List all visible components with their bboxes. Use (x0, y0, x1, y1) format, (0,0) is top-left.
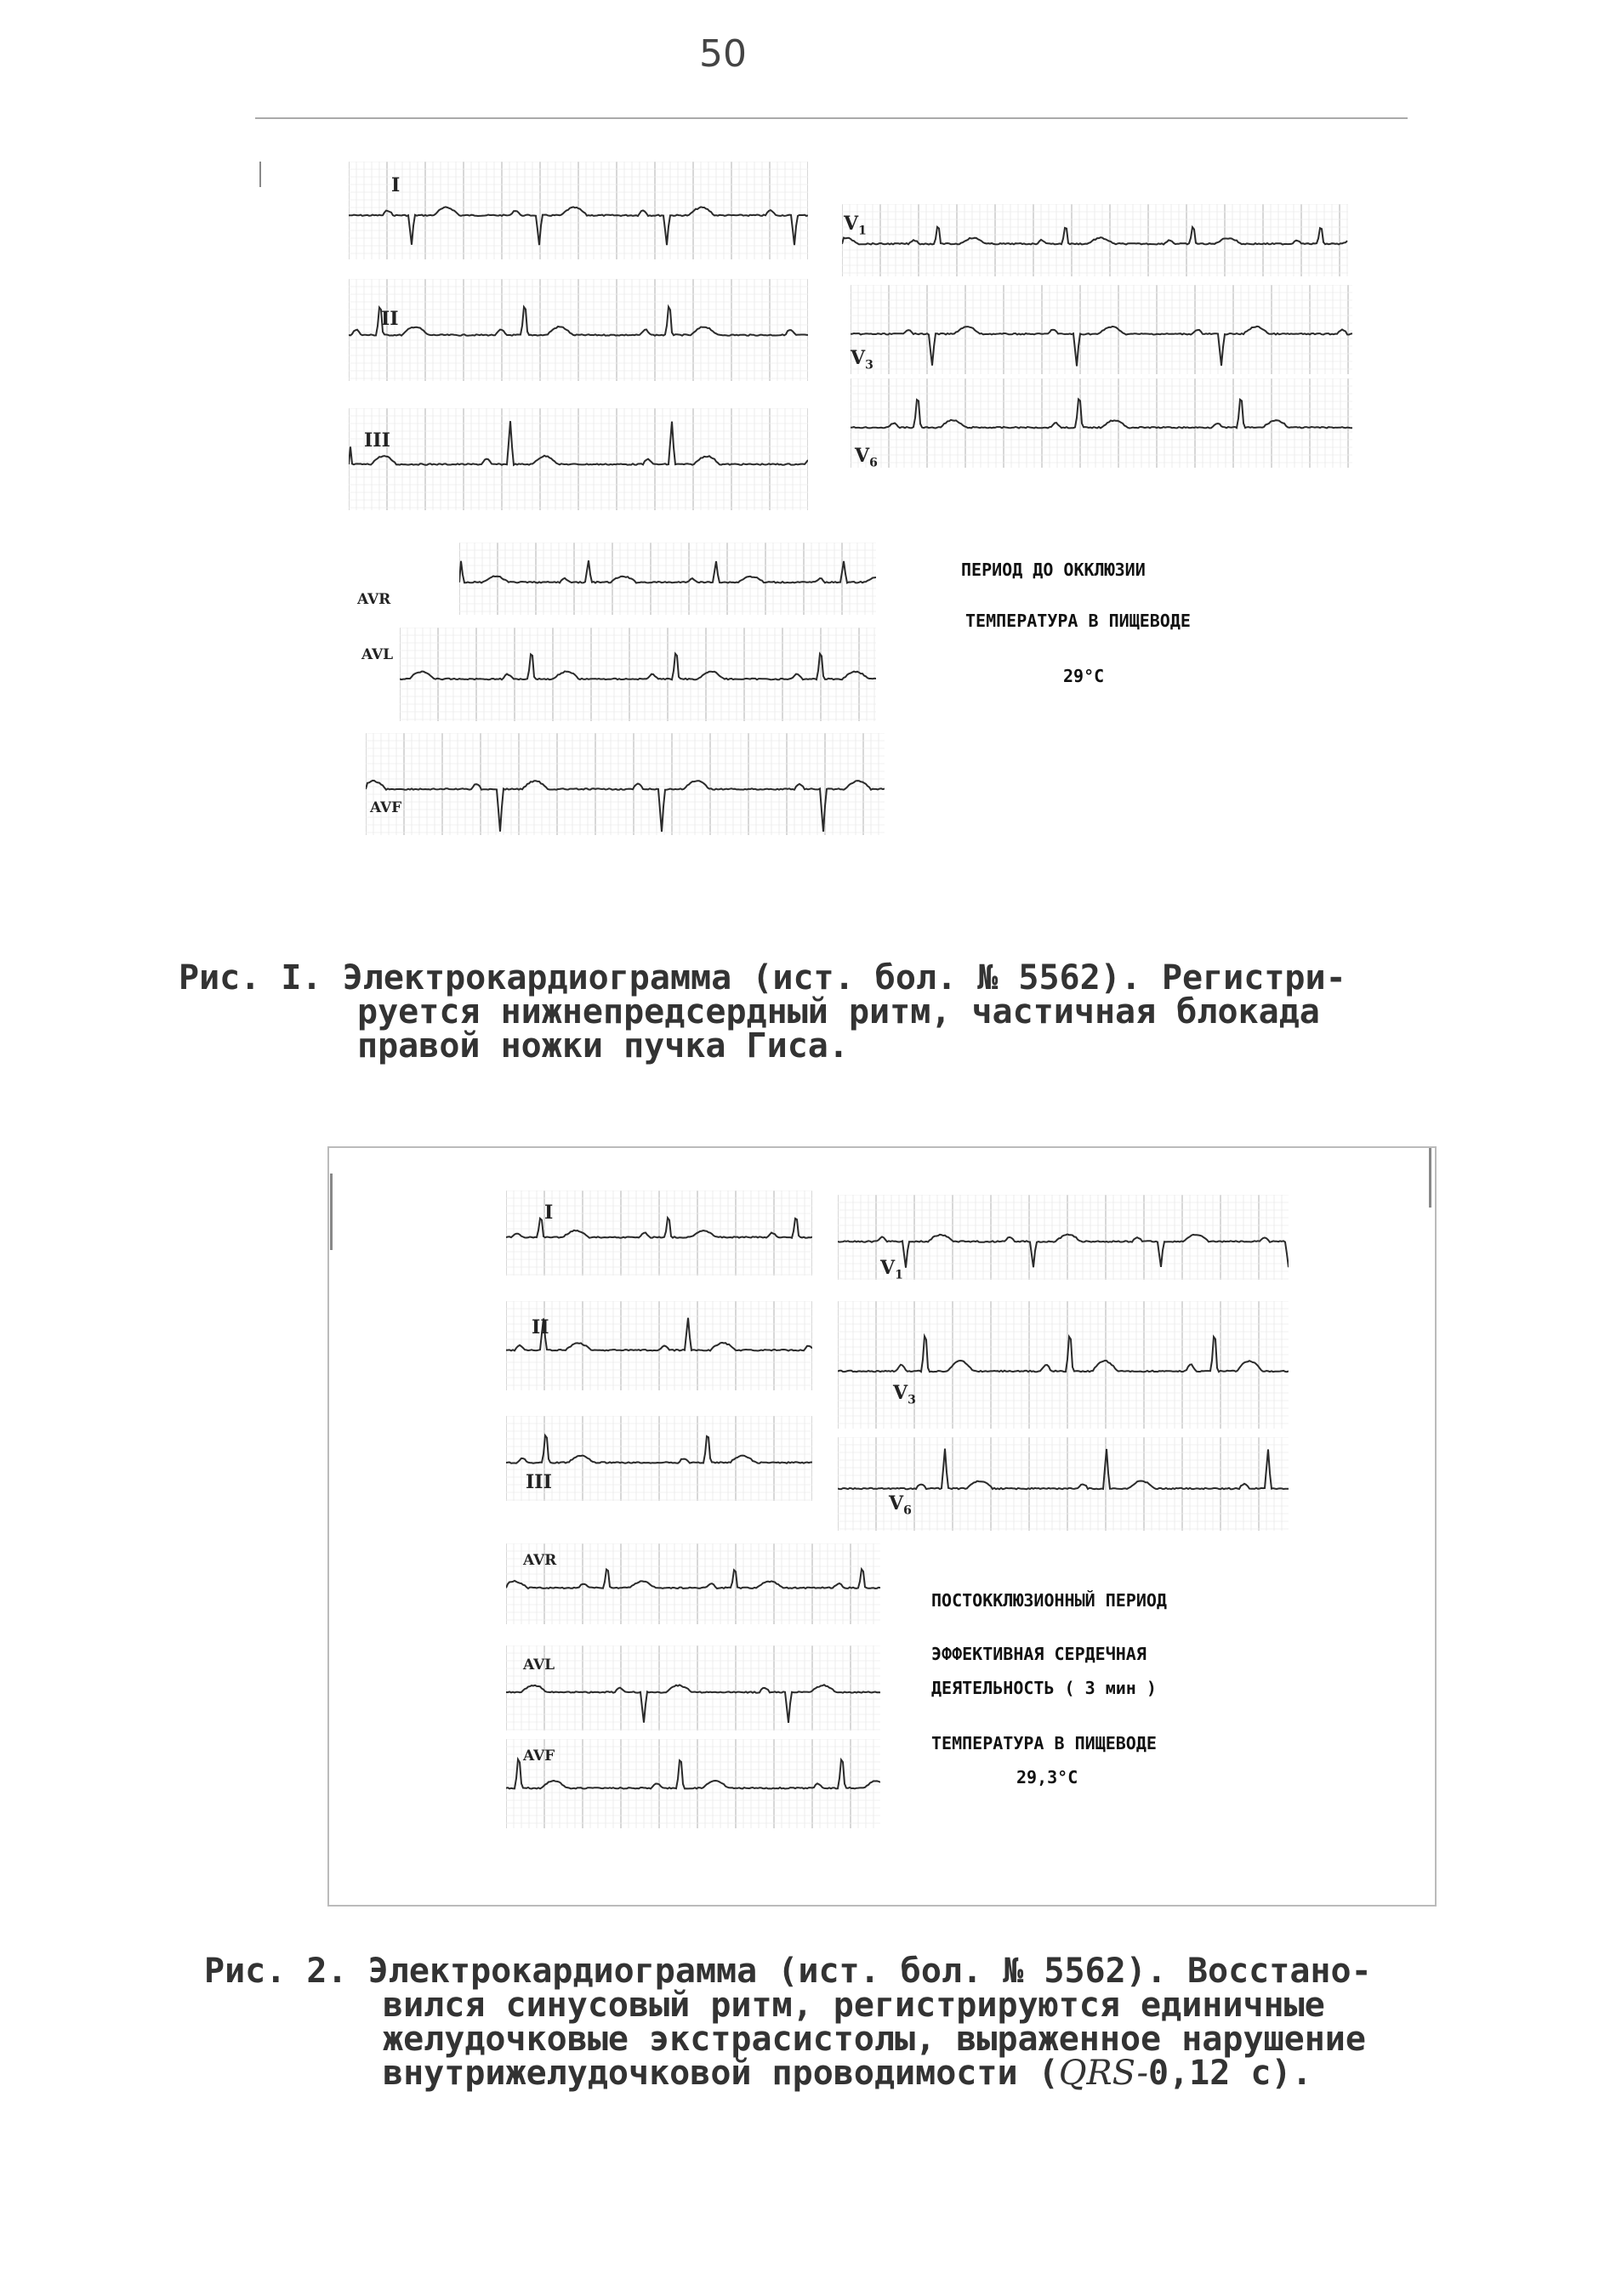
caption-line: Рис. 2. Электрокардиограмма (ист. бол. № 5562). Восстано- (204, 1952, 1372, 1991)
caption-line: вился синусовый ритм, регистрируются единичные (383, 1986, 1325, 2025)
notes-line-4: ТЕМПЕРАТУРА В ПИЩЕВОДЕ (931, 1733, 1157, 1753)
lead-label-AVF: AVF (523, 1748, 555, 1765)
lead-label-V3: $V_3$ (851, 347, 873, 372)
lead-label-V6: $V_6$ (855, 445, 878, 470)
ecg-trace-svg (842, 204, 1348, 276)
ecg-strip-AVL (506, 1645, 880, 1731)
notes-line-2: ТЕМПЕРАТУРА В ПИЩЕВОДЕ (965, 611, 1191, 631)
caption-line: правой ножки пучка Гиса. (357, 1026, 849, 1066)
lead-label-I: I (544, 1202, 554, 1224)
ecg-trace-svg (506, 1416, 812, 1501)
ecg-trace-svg (506, 1739, 880, 1828)
margin-tick (259, 162, 261, 187)
lead-label-III: III (364, 429, 390, 452)
ecg-trace-svg (366, 733, 885, 835)
ecg-strip-AVF (506, 1739, 880, 1828)
ecg-trace (459, 560, 876, 583)
lead-label-II: II (381, 308, 399, 330)
ecg-strip-V6 (851, 378, 1352, 468)
ecg-trace-svg (349, 162, 808, 259)
lead-label-AVR: AVR (523, 1552, 557, 1569)
ecg-trace (851, 400, 1352, 429)
page-number: 50 (699, 32, 747, 76)
lead-label-V6: $V_6$ (889, 1492, 912, 1518)
ecg-strip-II (349, 279, 808, 381)
caption-line: желудочковые экстрасистолы, выраженное нарушение (383, 2020, 1366, 2059)
ecg-strip-V1 (838, 1195, 1289, 1280)
lead-label-I: I (391, 174, 401, 196)
ecg-trace-svg (349, 408, 808, 510)
ecg-trace-svg (459, 543, 876, 615)
ecg-trace-svg (506, 1301, 812, 1390)
ecg-strip-I (349, 162, 808, 259)
lead-label-V1: $V_1$ (844, 213, 867, 238)
ecg-trace-svg (851, 378, 1352, 468)
caption-line: Рис. I. Электрокардиограмма (ист. бол. № 5562). Регистри- (179, 958, 1346, 997)
figure-2-caption (204, 1952, 1372, 2093)
caption-line (204, 2054, 1372, 2093)
lead-label-AVL: AVL (361, 646, 394, 663)
caption-typed-text: 0,12 с). (1148, 2054, 1312, 2093)
lead-label-AVR: AVR (357, 591, 391, 608)
lead-label-III: III (526, 1471, 552, 1493)
lead-label-V1: $V_1$ (880, 1257, 903, 1282)
ecg-trace-svg (838, 1195, 1289, 1280)
ecg-trace-svg (838, 1301, 1289, 1429)
caption-line: руется нижнепредсердный ритм, частичная блокада (357, 992, 1320, 1031)
ecg-trace (506, 1569, 880, 1588)
lead-label-AVF: AVF (370, 799, 402, 816)
caption-typed-text: внутрижелудочковой проводимости ( (383, 2054, 1059, 2093)
ecg-strip-II (506, 1301, 812, 1390)
margin-tick (330, 1174, 333, 1250)
ecg-trace-svg (851, 285, 1352, 374)
notes-line-3: ДЕЯТЕЛЬНОСТЬ ( 3 мин ) (931, 1678, 1157, 1698)
lead-label-V3: $V_3$ (893, 1382, 916, 1407)
ecg-trace (506, 1759, 880, 1789)
ecg-strip-AVL (400, 628, 876, 721)
ecg-trace-svg (349, 279, 808, 381)
ecg-strip-V3 (851, 285, 1352, 374)
ecg-trace (506, 1685, 880, 1723)
ecg-strip-AVR (459, 543, 876, 615)
figure-1-caption (179, 958, 1346, 1066)
ecg-strip-AVR (506, 1543, 880, 1624)
ecg-strip-V3 (838, 1301, 1289, 1429)
lead-label-AVL: AVL (523, 1657, 555, 1674)
notes-line-3: 29°C (1063, 666, 1105, 686)
margin-tick (1429, 1148, 1431, 1208)
ecg-trace-svg (506, 1645, 880, 1731)
ecg-strip-V1 (842, 204, 1348, 276)
ecg-trace-svg (506, 1543, 880, 1624)
notes-line-2: ЭФФЕКТИВНАЯ СЕРДЕЧНАЯ (931, 1644, 1147, 1664)
ecg-strip-AVF (366, 733, 885, 835)
ecg-trace (400, 654, 876, 680)
notes-line-5: 29,3°C (1016, 1767, 1078, 1787)
lead-label-II: II (532, 1316, 549, 1338)
ecg-strip-III (349, 408, 808, 510)
notes-line-1: ПЕРИОД ДО ОККЛЮЗИИ (961, 560, 1146, 580)
ecg-strip-III (506, 1416, 812, 1501)
handwritten-annotation: QRS- (1058, 2054, 1149, 2093)
ecg-trace (366, 781, 885, 832)
ecg-trace-svg (400, 628, 876, 721)
notes-line-1: ПОСТОККЛЮЗИОННЫЙ ПЕРИОД (931, 1590, 1167, 1611)
